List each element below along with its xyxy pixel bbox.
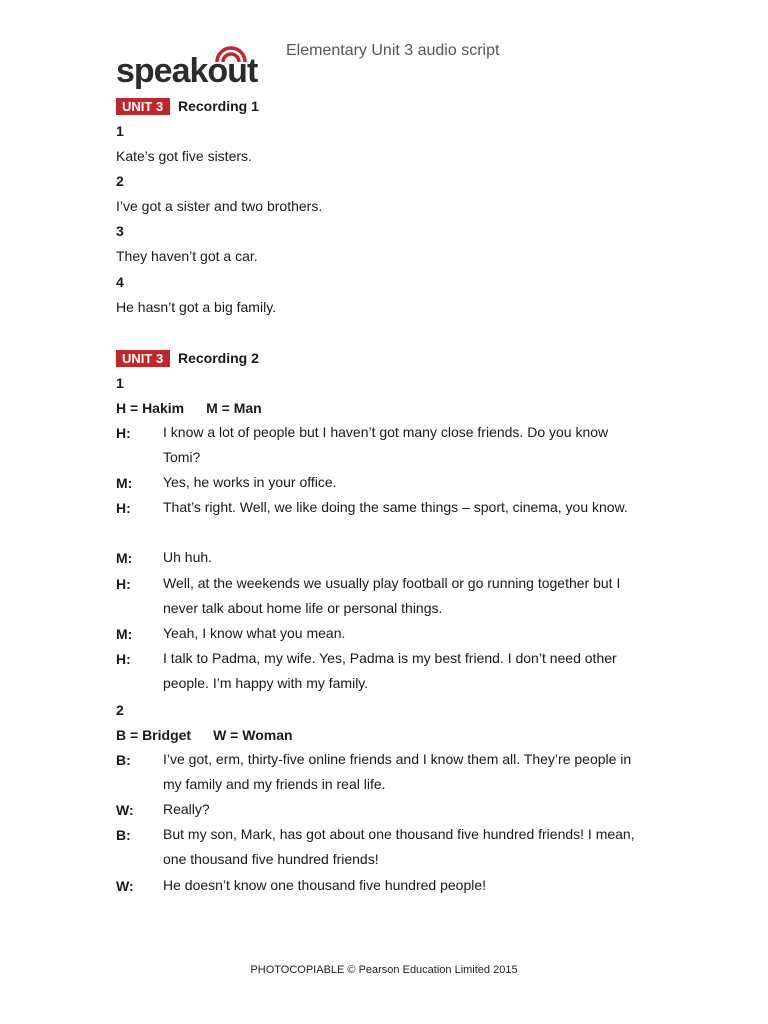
section-header-recording-1 — [116, 96, 259, 115]
speaker-label: M: — [116, 626, 133, 642]
dialogue-line: Yes, he works in your office. — [163, 474, 337, 490]
item-number: 4 — [116, 274, 124, 290]
speaker-label: W: — [116, 878, 134, 894]
item-sentence: They haven’t got a car. — [116, 248, 258, 264]
speaker-label: H: — [116, 500, 131, 516]
item-sentence: I’ve got a sister and two brothers. — [116, 198, 323, 214]
unit-badge: UNIT 3 — [116, 98, 170, 115]
section-header-recording-2 — [116, 348, 259, 367]
cast-list — [116, 726, 293, 744]
cast-list — [116, 399, 262, 417]
part-number: 1 — [116, 375, 124, 391]
dialogue-line: Uh huh. — [163, 549, 213, 565]
speaker-label: H: — [116, 576, 131, 592]
recording-label: Recording 2 — [178, 350, 259, 367]
footer-copyright: PHOTOCOPIABLE © Pearson Education Limited 2015 — [250, 964, 518, 976]
dialogue-line: I talk to Padma, my wife. Yes, Padma is my best friend. I don’t need other people. I’m happy with my family. — [163, 650, 617, 691]
speaker-label: M: — [116, 475, 133, 491]
dialogue-line: I know a lot of people but I haven’t got many close friends. Do you know Tomi? — [163, 424, 609, 465]
dialogue-line: But my son, Mark, has got about one thousand five hundred friends! I mean, one thousand five hundred friends! — [163, 826, 635, 867]
item-sentence: Kate’s got five sisters. — [116, 148, 252, 164]
speaker-label: W: — [116, 802, 134, 818]
item-number: 3 — [116, 223, 124, 239]
cast-entry: H = Hakim — [116, 400, 185, 416]
part-number: 2 — [116, 702, 124, 718]
speaker-label: B: — [116, 827, 131, 843]
logo-wordmark: speakout — [116, 52, 258, 90]
speaker-label: H: — [116, 425, 131, 441]
speakout-logo — [116, 42, 276, 92]
cast-entry: B = Bridget — [116, 727, 192, 743]
dialogue-line: He doesn’t know one thousand five hundred people! — [163, 877, 487, 893]
unit-badge: UNIT 3 — [116, 350, 170, 367]
item-sentence: He hasn’t got a big family. — [116, 299, 277, 315]
item-number: 2 — [116, 173, 124, 189]
speaker-label: H: — [116, 651, 131, 667]
document-title: Elementary Unit 3 audio script — [286, 42, 500, 59]
recording-label: Recording 1 — [178, 98, 259, 115]
dialogue-line: Well, at the weekends we usually play football or go running together but I never talk about home life or personal things. — [163, 575, 621, 616]
dialogue-line: That’s right. Well, we like doing the same things – sport, cinema, you know. — [163, 499, 628, 515]
speaker-label: B: — [116, 752, 131, 768]
cast-entry: W = Woman — [213, 727, 293, 743]
dialogue-line: Yeah, I know what you mean. — [163, 625, 346, 641]
speaker-label: M: — [116, 550, 133, 566]
dialogue-line: Really? — [163, 801, 210, 817]
item-number: 1 — [116, 123, 124, 139]
dialogue-line: I’ve got, erm, thirty-five online friends and I know them all. They’re people in my family and my friends in real life. — [163, 751, 632, 792]
cast-entry: M = Man — [206, 400, 262, 416]
